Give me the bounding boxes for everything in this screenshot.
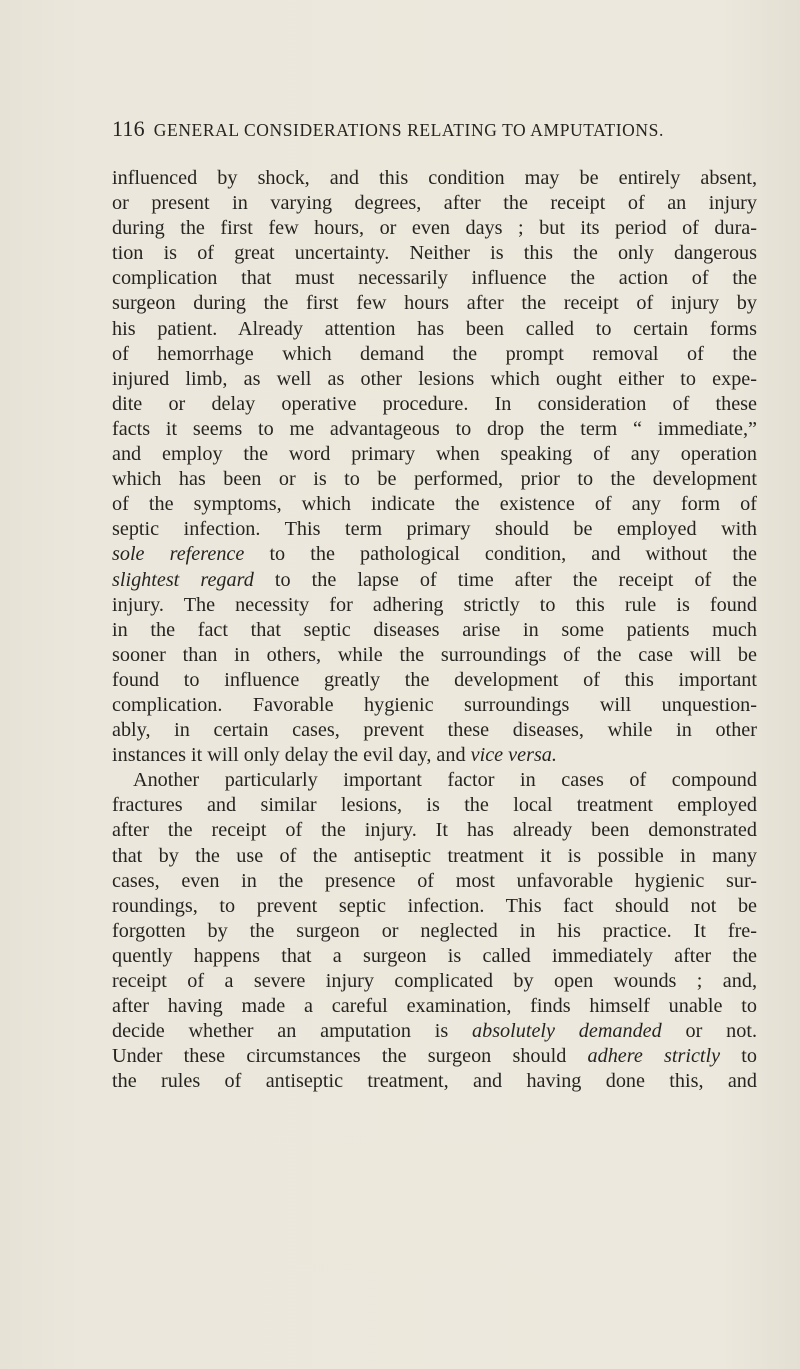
page-number: 116 [112,116,145,141]
text-line: complication. Favorable hygienic surroundings will unquestion- [112,693,757,716]
text-line: quently happens that a surgeon is called immediately after the [112,944,757,967]
text-line: roundings, to prevent septic infection. This fact should not be [112,894,757,917]
text-line: the rules of antiseptic treatment, and having done this, and [112,1070,757,1093]
text-line: during the first few hours, or even days ; but its period of dura- [112,217,757,240]
italic-phrase: sole reference [112,543,245,566]
text-line: after having made a careful examination, finds himself unable to [112,995,757,1018]
line-text: or not. [685,1020,757,1043]
text-line: tion is of great uncertainty. Neither is this the only dangerous [112,242,757,265]
text-line: sole reference to the pathological condition, and without the [112,543,757,566]
text-line: of the symptoms, which indicate the existence of any form of [112,493,757,516]
running-title: GENERAL CONSIDERATIONS RELATING TO AMPUTATIONS. [153,120,664,140]
text-line: in the fact that septic diseases arise in some patients much [112,618,757,641]
italic-phrase: adhere strictly [587,1045,721,1068]
line-text: to the lapse of time after the receipt of the [274,568,757,591]
text-line: found to influence greatly the development of this important [112,668,757,691]
text-line [112,1019,757,1044]
line-text: instances it will only delay the evil day, and [112,744,466,767]
text-line [112,568,757,593]
text-line: dite or delay operative procedure. In consideration of these [112,392,757,415]
text-line [112,1044,757,1069]
text-line: cases, even in the presence of most unfavorable hygienic sur- [112,869,757,892]
text-line: septic infection. This term primary should be employed with [112,518,757,541]
text-line: which has been or is to be performed, prior to the development [112,468,757,491]
text-line: after the receipt of the injury. It has already been demonstrated [112,819,757,842]
text-line: forgotten by the surgeon or neglected in his practice. It fre- [112,919,757,942]
line-text: to [741,1045,757,1068]
text-line: and employ the word primary when speaking of any operation [112,443,757,466]
running-header [112,116,752,142]
text-line: facts it seems to me advantageous to drop the term “ immediate,” [112,417,757,440]
text-line: injured limb, as well as other lesions which ought either to expe- [112,367,757,390]
text-line: that by the use of the antiseptic treatment it is possible in many [112,844,757,867]
text-line: Another particularly important factor in cases of compound [133,769,757,792]
text-line: injury. The necessity for adhering strictly to this rule is found [112,593,757,616]
text-line: or present in varying degrees, after the receipt of an injury [112,192,757,215]
text-line: of hemorrhage which demand the prompt removal of the [112,342,757,365]
italic-phrase: slightest regard [112,568,254,591]
line-text: decide whether an amputation is [112,1020,449,1043]
text-line: influenced by shock, and this condition may be entirely absent, [112,167,757,189]
line-text: the pathological condition, and without the [310,543,757,566]
text-line: receipt of a severe injury complicated by open wounds ; and, [112,970,757,992]
text-line: surgeon during the first few hours after the receipt of injury by [112,292,757,315]
text-line: complication that must necessarily influence the action of the [112,267,757,290]
line-text: Under these circumstances the surgeon should [112,1045,567,1068]
italic-phrase: absolutely demanded [472,1020,662,1043]
body-text [112,166,757,1094]
text-line [112,743,757,768]
text-line: fractures and similar lesions, is the local treatment employed [112,794,757,817]
text-line: his patient. Already attention has been called to certain forms [112,317,757,340]
text-line: ably, in certain cases, prevent these diseases, while in other [112,719,757,742]
italic-phrase: vice versa. [470,744,557,767]
text-line: sooner than in others, while the surroundings of the case will be [112,643,757,666]
